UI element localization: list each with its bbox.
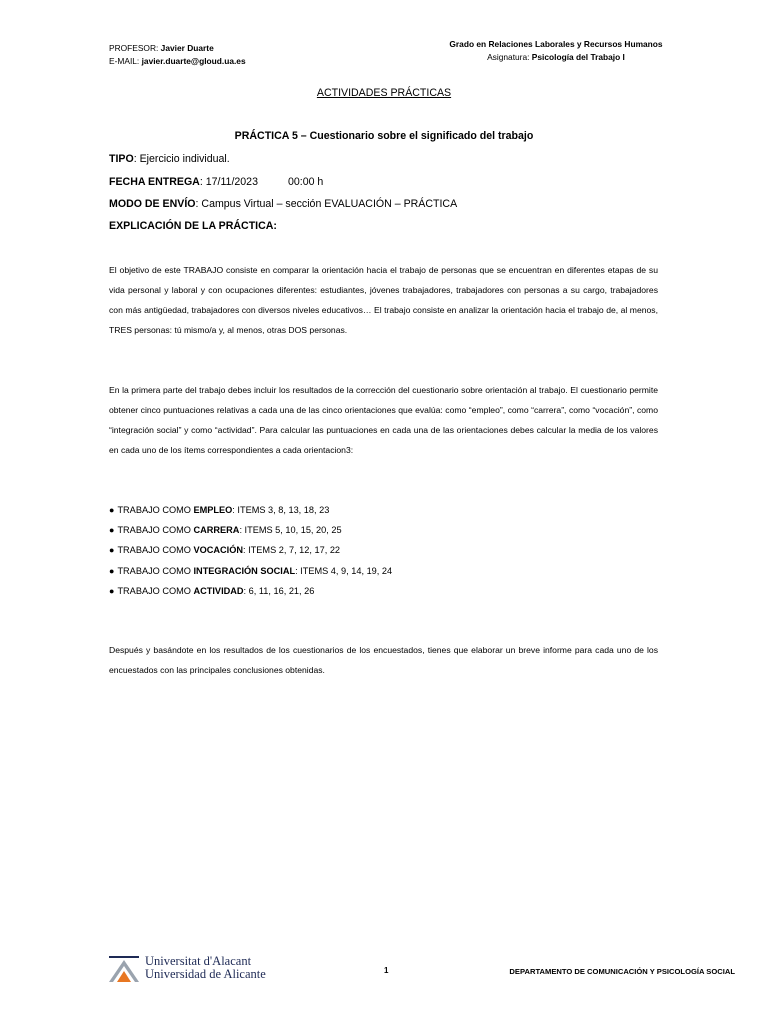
list-item (109, 561, 392, 581)
practice-title: PRÁCTICA 5 – Cuestionario sobre el significado del trabajo (234, 130, 534, 142)
professor-line (109, 42, 246, 55)
university-name (145, 955, 266, 981)
field-modo (109, 197, 457, 211)
item-rest: : ITEMS 3, 8, 13, 18, 23 (232, 505, 330, 515)
bullet-icon: ● (109, 585, 115, 596)
item-term: EMPLEO (193, 505, 233, 515)
department-name: DEPARTAMENTO DE COMUNICACIÓN Y PSICOLOGÍA SOCIAL (509, 967, 735, 976)
explicacion-label: EXPLICACIÓN DE LA PRÁCTICA: (109, 220, 277, 232)
item-rest: : ITEMS 2, 7, 12, 17, 22 (243, 545, 341, 556)
header-professor-block (109, 42, 246, 67)
university-logo (109, 954, 279, 984)
item-term: ACTIVIDAD (193, 585, 244, 596)
orientation-list (109, 500, 392, 601)
fecha-label: FECHA ENTREGA (109, 176, 200, 188)
university-emblem-icon (109, 956, 139, 982)
bullet-icon: ● (109, 525, 115, 536)
fecha-value: : 17/11/2023 (199, 176, 258, 188)
item-prefix: TRABAJO COMO (117, 565, 194, 576)
university-name-valencian: Universitat d'Alacant (145, 954, 252, 968)
paragraph-cuestionario: En la primera parte del trabajo debes incluir los resultados de la corrección del cuestionario sobre orientación al trabajo. El cuestionario permite obtener cinco puntuaciones relativas a cada una de las cinco orientaciones que evalúa: como “empleo”, como “carrera”, como “vocación”, como “integración social” y como “actividad”. Para calcular las puntuaciones en cada una de las orientaciones debes calcular la media de los valores en cada uno de los ítems correspondientes a cada orientacion3: (109, 385, 658, 455)
bullet-icon: ● (109, 545, 115, 556)
subject-line (426, 51, 686, 64)
field-fecha (109, 175, 323, 189)
tipo-value: : Ejercicio individual. (133, 153, 230, 165)
paragraph-informe: Después y basándote en los resultados de los cuestionarios de los encuestados, tienes que elaborar un breve informe para cada uno de los encuestados con las principales conclusiones obtenidas. (109, 645, 658, 675)
item-prefix: TRABAJO COMO (117, 525, 194, 536)
modo-value: : Campus Virtual – sección EVALUACIÓN – PRÁCTICA (195, 198, 458, 210)
subject-label: Asignatura: (487, 51, 530, 62)
tipo-label: TIPO (109, 153, 134, 165)
list-item (109, 581, 392, 601)
item-term: VOCACIÓN (193, 545, 244, 556)
page-title: ACTIVIDADES PRÁCTICAS (316, 87, 452, 99)
professor-name: Javier Duarte (160, 43, 214, 53)
email-label: E-MAIL: (109, 55, 140, 66)
fecha-hora: 00:00 h (287, 176, 324, 188)
professor-label: PROFESOR: (109, 43, 159, 53)
item-rest: : ITEMS 5, 10, 15, 20, 25 (239, 525, 342, 536)
email-value: javier.duarte@gloud.ua.es (141, 55, 246, 66)
list-item (109, 500, 392, 520)
item-rest: : 6, 11, 16, 21, 26 (243, 585, 315, 596)
modo-label: MODO DE ENVÍO (109, 198, 196, 210)
university-name-spanish: Universidad de Alicante (145, 967, 266, 981)
list-item (109, 540, 392, 560)
bullet-icon: ● (109, 505, 115, 515)
header-course-block (426, 38, 686, 63)
field-explicacion (109, 219, 277, 233)
list-item (109, 520, 392, 540)
item-prefix: TRABAJO COMO (117, 545, 194, 556)
item-prefix: TRABAJO COMO (117, 505, 194, 515)
subject-value: Psicología del Trabajo I (531, 51, 625, 62)
item-rest: : ITEMS 4, 9, 14, 19, 24 (295, 565, 393, 576)
item-term: INTEGRACIÓN SOCIAL (193, 565, 296, 576)
degree-name: Grado en Relaciones Laborales y Recursos Humanos (449, 39, 663, 49)
item-prefix: TRABAJO COMO (117, 585, 194, 596)
bullet-icon: ● (109, 565, 115, 576)
item-term: CARRERA (193, 525, 240, 536)
email-line (109, 55, 246, 68)
paragraph-objetivo: El objetivo de este TRABAJO consiste en comparar la orientación hacia el trabajo de personas que se encuentran en diferentes etapas de su vida personal y laboral y con ocupaciones diferentes: estudiantes, jóvenes trabajadores, trabajadores con personas a su cargo, trabajadores con más antigüedad, trabajadores con diversos niveles educativos… El trabajo consiste en analizar la orientación hacia el trabajo de, al menos, TRES personas: tú mismo/a y, al menos, otras DOS personas. (109, 265, 658, 335)
page-number: 1 (384, 966, 389, 975)
field-tipo (109, 152, 230, 166)
